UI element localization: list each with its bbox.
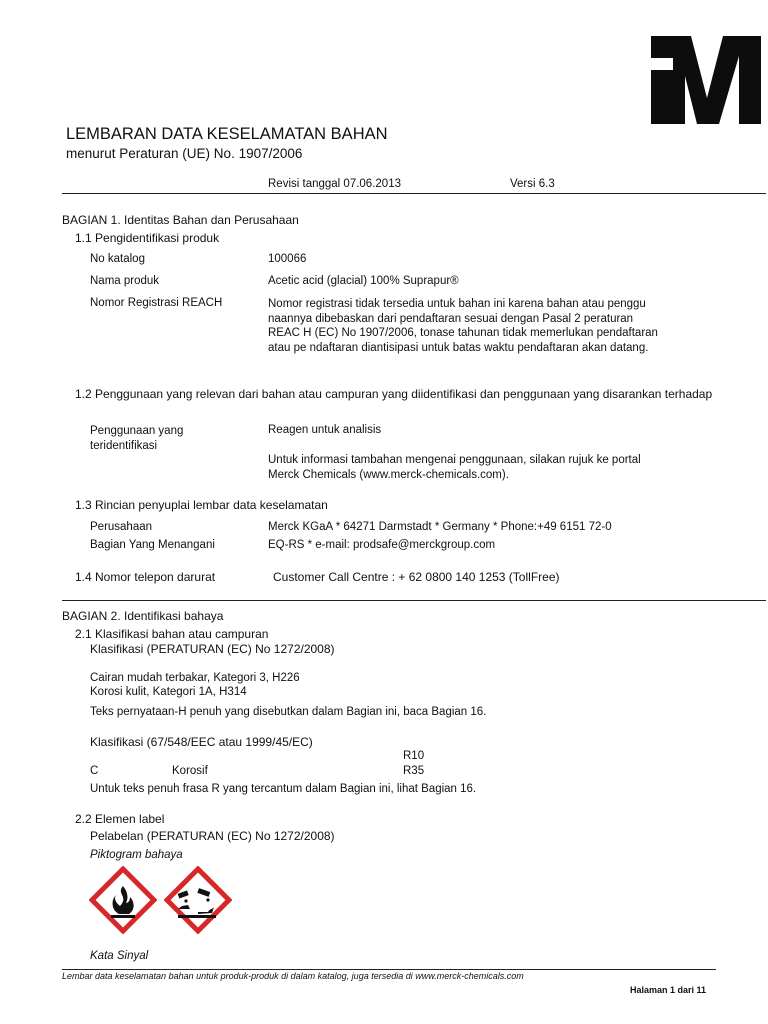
department-value: EQ-RS * e-mail: prodsafe@merckgroup.com	[268, 539, 496, 551]
clp-classification-title: Klasifikasi (PERATURAN (EC) No 1272/2008)	[90, 642, 335, 656]
subsection-1-1-title: 1.1 Pengidentifikasi produk	[75, 231, 220, 245]
eec-classification-title: Klasifikasi (67/548/EEC atau 1999/45/EC)	[90, 735, 313, 749]
section-2-title: BAGIAN 2. Identifikasi bahaya	[62, 609, 224, 623]
logo-m-shape	[651, 36, 761, 124]
document-subtitle: menurut Peraturan (UE) No. 1907/2006	[66, 146, 303, 161]
signal-word-label: Kata Sinyal	[90, 950, 149, 962]
company-label: Perusahaan	[90, 521, 153, 533]
r-phrase-note: Untuk teks penuh frasa R yang tercantum dalam Bagian ini, lihat Bagian 16.	[90, 783, 477, 795]
hazard-symbol-c: C	[90, 765, 99, 777]
r35-code: R35	[403, 765, 425, 777]
catalog-label: No katalog	[90, 253, 145, 265]
catalog-value: 100066	[268, 253, 307, 265]
version: Versi 6.3	[510, 178, 555, 190]
subsection-1-4-title: 1.4 Nomor telepon darurat	[75, 570, 216, 584]
additional-use-info: Untuk informasi tambahan mengenai penggunaan, silakan rujuk ke portal Merck Chemicals (www.merck-chemicals.com).	[268, 454, 641, 481]
subsection-1-3-title: 1.3 Rincian penyuplai lembar data keselamatan	[75, 498, 328, 512]
footer-note: Lembar data keselamatan bahan untuk produk-produk di dalam katalog, juga tersedia di www.merck-chemicals.com	[62, 971, 524, 981]
product-name-label: Nama produk	[90, 275, 160, 287]
department-label: Bagian Yang Menangani	[90, 539, 215, 551]
subsection-2-1-title: 2.1 Klasifikasi bahan atau campuran	[75, 627, 269, 641]
company-value: Merck KGaA * 64271 Darmstadt * Germany * Phone:+49 6151 72-0	[268, 521, 612, 533]
document-title: LEMBARAN DATA KESELAMATAN BAHAN	[66, 125, 388, 143]
footer-divider	[62, 969, 716, 970]
product-name-value: Acetic acid (glacial) 100% Suprapur®	[268, 275, 459, 287]
page-number: Halaman 1 dari 11	[630, 985, 707, 995]
header-divider	[62, 193, 766, 194]
subsection-2-2-title: 2.2 Elemen label	[75, 812, 165, 826]
h-statement-note: Teks pernyataan-H penuh yang disebutkan dalam Bagian ini, baca Bagian 16.	[90, 706, 487, 718]
classification-line-2: Korosi kulit, Kategori 1A, H314	[90, 686, 247, 698]
subsection-1-2-title: 1.2 Penggunaan yang relevan dari bahan atau campuran yang diidentifikasi dan penggunaan yang disarankan terhadap	[75, 387, 713, 401]
section-1-title: BAGIAN 1. Identitas Bahan dan Perusahaan	[62, 213, 299, 227]
corrosion-pictogram-icon	[164, 866, 232, 934]
identified-use-value: Reagen untuk analisis	[268, 424, 382, 436]
identified-use-label: Penggunaan yang teridentifikasi	[90, 425, 184, 452]
hazard-name-corrosive: Korosif	[172, 765, 208, 777]
emergency-phone: Customer Call Centre : + 62 0800 140 1253 (TollFree)	[273, 570, 560, 584]
r10-code: R10	[403, 750, 425, 762]
merck-logo	[651, 36, 761, 124]
reach-value: Nomor registrasi tidak tersedia untuk bahan ini karena bahan atau penggu naannya dibebaskan dari pendaftaran sesuai dengan Pasal 2 peraturan REAC H (EC) No 1907/2006, tonase tahunan tidak memerlukan pendaftaran atau pe ndaftaran diantisipasi untuk batas waktu pendaftaran akan datang.	[268, 298, 658, 354]
revision-date: Revisi tanggal 07.06.2013	[268, 178, 401, 190]
label-elements-title: Pelabelan (PERATURAN (EC) No 1272/2008)	[90, 829, 335, 843]
pictogram-label: Piktogram bahaya	[90, 849, 183, 861]
section-divider	[62, 600, 766, 601]
classification-line-1: Cairan mudah terbakar, Kategori 3, H226	[90, 672, 300, 684]
reach-label: Nomor Registrasi REACH	[90, 297, 223, 309]
flame-pictogram-icon	[89, 866, 157, 934]
